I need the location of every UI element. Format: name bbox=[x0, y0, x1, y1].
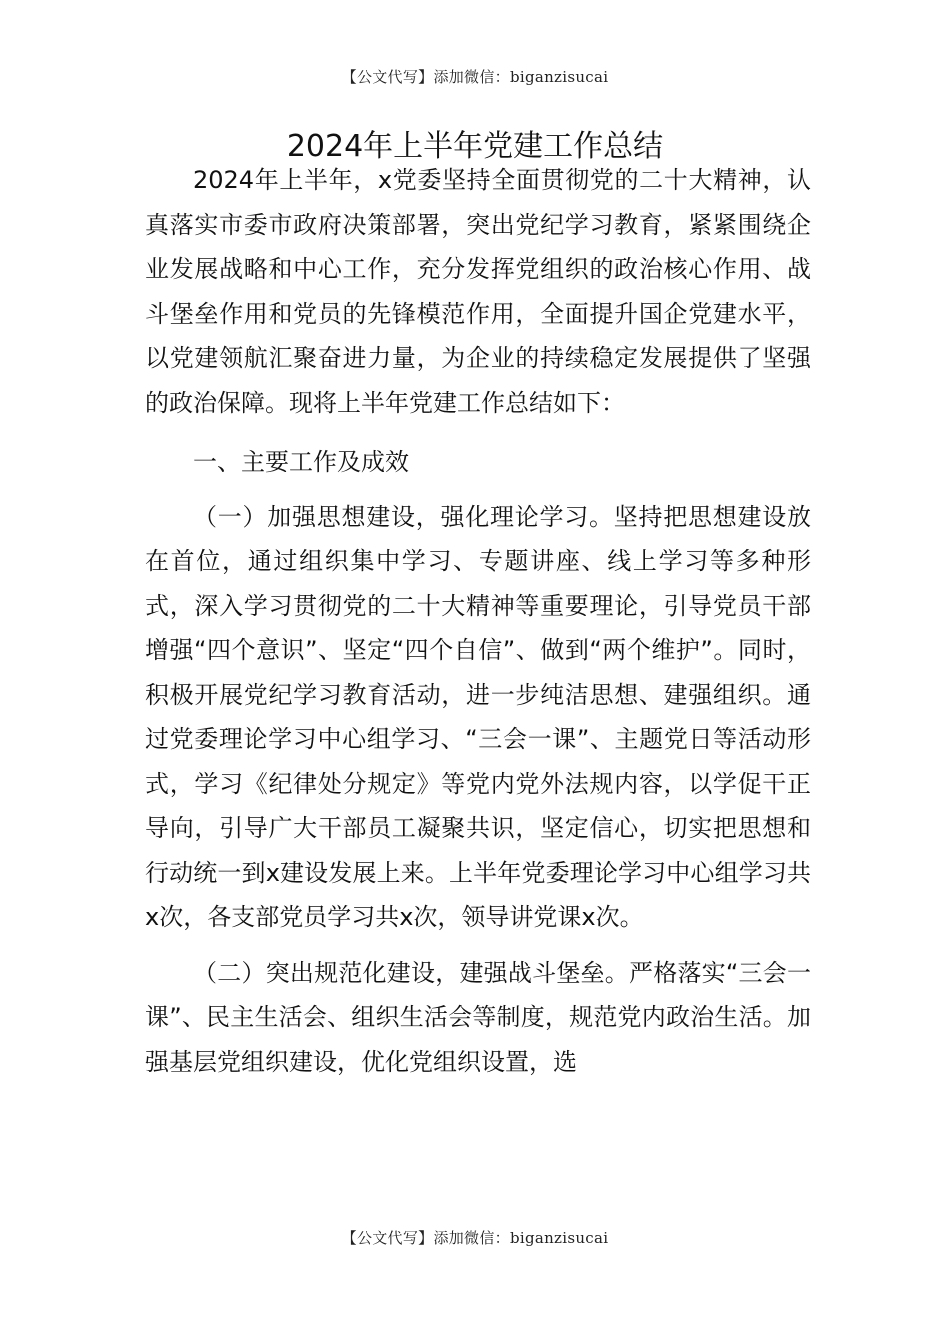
paragraph-standardization: （二）突出规范化建设，建强战斗堡垒。严格落实“三会一课”、民主生活会、组织生活会等制度，规范党内政治生活。加强基层党组织建设，优化党组织设置，选 bbox=[145, 958, 811, 1076]
page-footer: 【公文代写】添加微信：biganzisucai bbox=[341, 1229, 609, 1247]
document-body bbox=[145, 158, 811, 1084]
intro-paragraph: 2024年上半年，x党委坚持全面贯彻党的二十大精神，认真落实市委市政府决策部署，突出党纪学习教育，紧紧围绕企业发展战略和中心工作，充分发挥党组织的政治核心作用、战斗堡垒作用和党员的先锋模范作用，全面提升国企党建水平，以党建领航汇聚奋进力量，为企业的持续稳定发展提供了坚强的政治保障。现将上半年党建工作总结如下： bbox=[145, 166, 811, 417]
paragraph-thought-building: （一）加强思想建设，强化理论学习。坚持把思想建设放在首位，通过组织集中学习、专题讲座、线上学习等多种形式，深入学习贯彻党的二十大精神等重要理论，引导党员干部增强“四个意识”、坚定“四个自信”、做到“两个维护”。同时，积极开展党纪学习教育活动，进一步纯洁思想、建强组织。通过党委理论学习中心组学习、“三会一课”、主题党日等活动形式，学习《纪律处分规定》等党内党外法规内容，以学促干正导向，引导广大干部员工凝聚共识，坚定信心，切实把思想和行动统一到x建设发展上来。上半年党委理论学习中心组学习共x次，各支部党员学习共x次，领导讲党课x次。 bbox=[145, 502, 811, 931]
section-heading: 一、主要工作及成效 bbox=[193, 448, 409, 476]
document-title: 2024年上半年党建工作总结 bbox=[286, 129, 664, 164]
page-header: 【公文代写】添加微信：biganzisucai bbox=[341, 68, 609, 86]
